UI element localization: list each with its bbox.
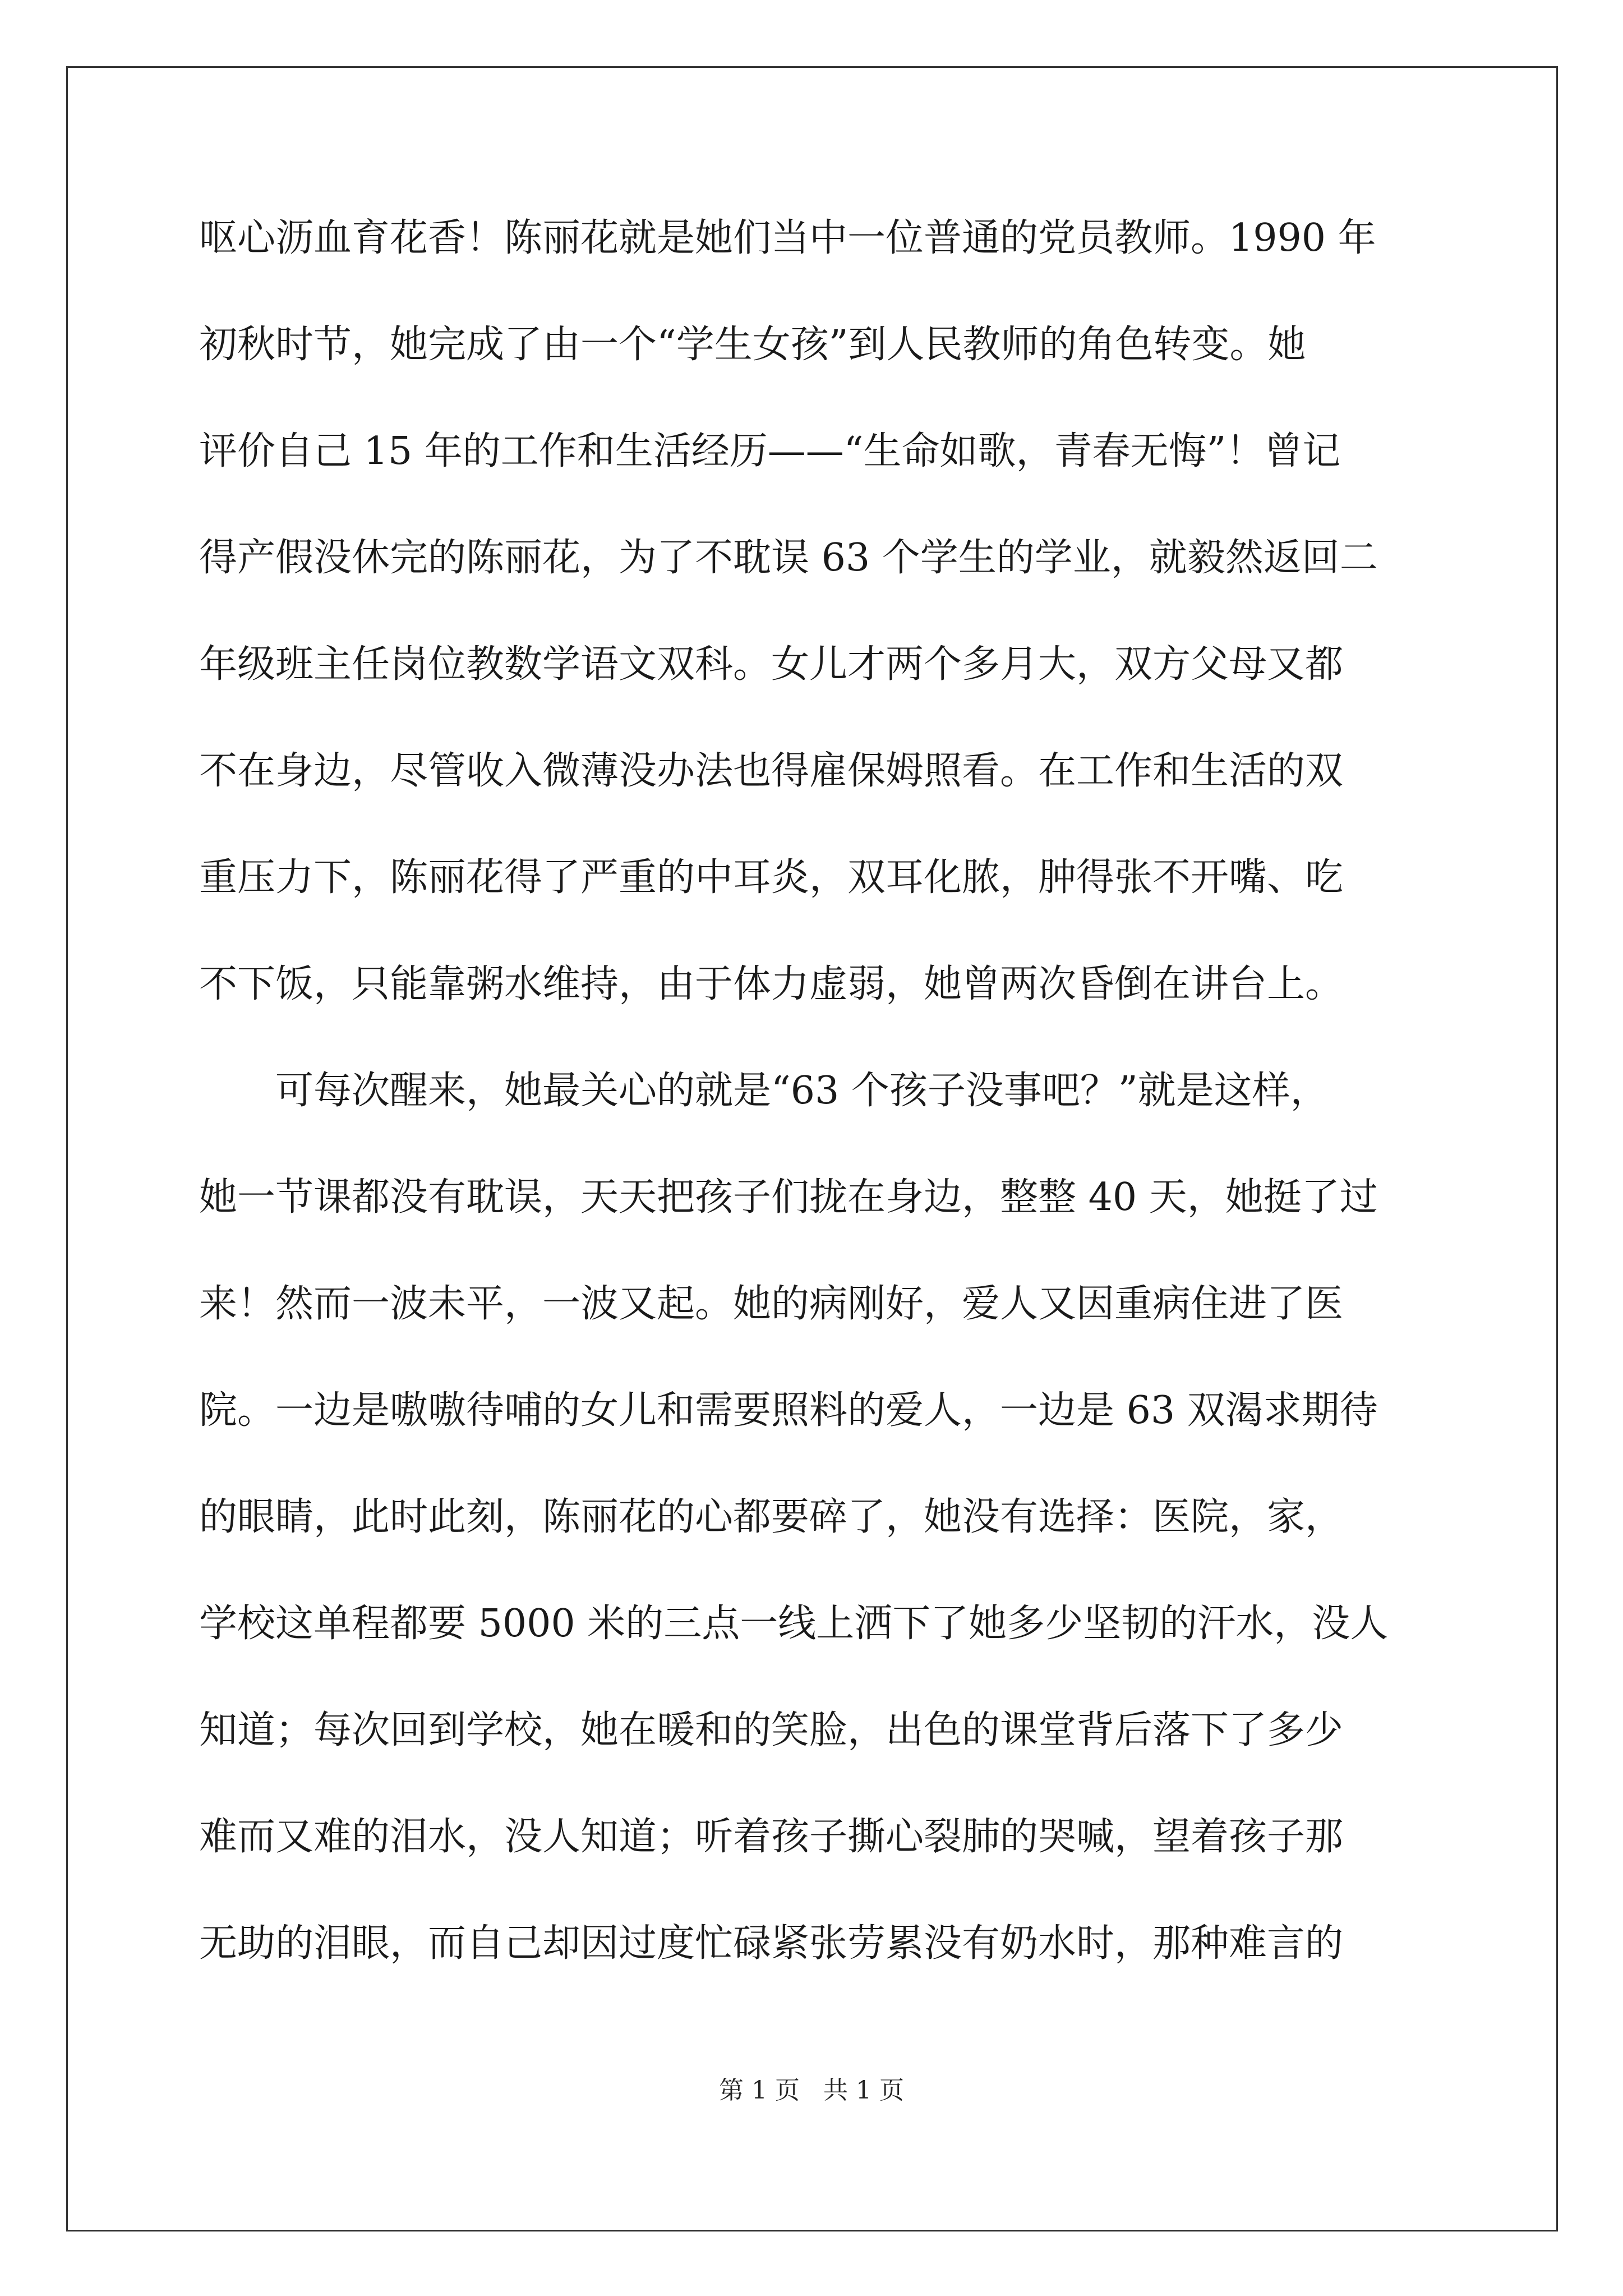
text-line: 得产假没休完的陈丽花，为了不耽误 63 个学生的学业，就毅然返回二 [199,536,1378,580]
text-line: 院。一边是嗷嗷待哺的女儿和需要照料的爱人，一边是 63 双渴求期待 [199,1388,1378,1433]
text-line: 无助的泪眼，而自己却因过度忙碌紧张劳累没有奶水时，那种难言的 [199,1921,1344,1966]
text-line: 难而又难的泪水，没人知道；听着孩子撕心裂肺的哭喊，望着孩子那 [199,1815,1344,1859]
document-body [199,210,1436,2022]
text-line: 呕心沥血育花香！陈丽花就是她们当中一位普通的党员教师。1990 年 [199,216,1376,260]
text-line: 的眼睛，此时此刻，陈丽花的心都要碎了，她没有选择：医院，家， [199,1495,1344,1539]
text-line: 来！然而一波未平，一波又起。她的病刚好，爱人又因重病住进了医 [199,1282,1344,1326]
text-line: 重压力下，陈丽花得了严重的中耳炎，双耳化脓，肿得张不开嘴、吃 [199,855,1344,900]
text-line: 年级班主任岗位教数学语文双科。女儿才两个多月大，双方父母又都 [199,642,1344,687]
text-line: 不下饭，只能靠粥水维持，由于体力虚弱，她曾两次昏倒在讲台上。 [199,962,1344,1006]
page-number-footer: 第 1 页 共 1 页 [719,2076,904,2105]
text-line: 评价自己 15 年的工作和生活经历——“生命如歌，青春无悔”！曾记 [199,429,1341,473]
text-line: 不在身边，尽管收入微薄没办法也得雇保姆照看。在工作和生活的双 [199,749,1344,793]
paragraph-start-line: 可每次醒来，她最关心的就是“63 个孩子没事吧？”就是这样， [275,1069,1329,1113]
text-line: 知道；每次回到学校，她在暖和的笑脸，出色的课堂背后落下了多少 [199,1708,1344,1752]
text-line: 她一节课都没有耽误，天天把孩子们拢在身边，整整 40 天，她挺了过 [199,1175,1378,1220]
text-line: 初秋时节，她完成了由一个“学生女孩”到人民教师的角色转变。她 [199,323,1306,367]
text-line: 学校这单程都要 5000 米的三点一线上洒下了她多少坚韧的汗水，没人 [199,1602,1389,1646]
